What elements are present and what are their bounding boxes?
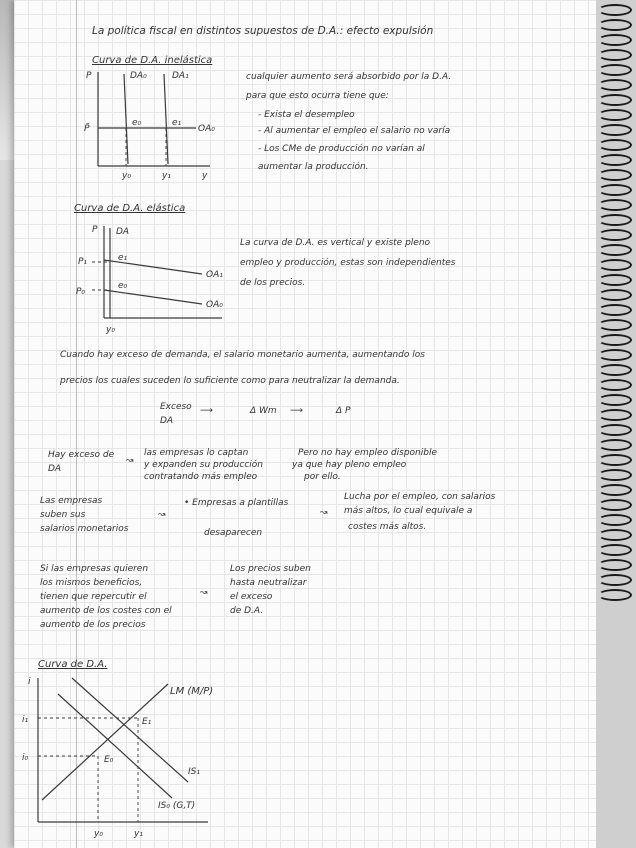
section7-heading: Curva de D.A. <box>38 659 108 670</box>
spiral-ring <box>598 124 632 136</box>
spiral-ring <box>598 244 632 256</box>
s1-text-4: - Los CMe de producción no varían al <box>258 144 425 154</box>
spiral-ring <box>598 454 632 466</box>
s3-text-0: Cuando hay exceso de demanda, el salario monetario aumenta, aumentando los <box>60 350 425 360</box>
spiral-ring <box>598 409 632 421</box>
spiral-ring <box>598 19 632 31</box>
s4-mid-2: contratando más empleo <box>144 472 258 482</box>
s1-curve1-label: DA₀ <box>130 71 147 81</box>
s1-point1: e₁ <box>172 118 182 128</box>
s4-mid-0: las empresas lo captan <box>144 448 249 458</box>
spiral-ring <box>598 94 632 106</box>
s6-right-0: Los precios suben <box>230 564 311 574</box>
spiral-ring <box>598 184 632 196</box>
spiral-ring <box>598 439 632 451</box>
s1-supply-label: OA₀ <box>198 124 215 134</box>
s6-left-3: aumento de los costes con el <box>40 606 172 616</box>
spiral-ring <box>598 199 632 211</box>
spiral-ring <box>598 484 632 496</box>
s3-arrow2: ⟶ <box>290 406 303 416</box>
s3-formula-left2: DA <box>160 416 174 426</box>
s1-x-label: y <box>202 171 208 181</box>
spiral-ring <box>598 559 632 571</box>
s1-text-2: - Exista el desempleo <box>258 110 355 120</box>
s2-p1: P₁ <box>78 257 88 267</box>
s7-x1: y₁ <box>134 829 143 839</box>
s1-p-label: P̄ <box>84 124 90 134</box>
section2-graph <box>62 222 242 340</box>
s3-formula-mid: Δ Wm <box>250 406 277 416</box>
s4-left-0: Hay exceso de <box>48 450 115 460</box>
s4-right-2: por ello. <box>304 472 341 482</box>
spiral-ring <box>598 574 632 586</box>
spiral-ring <box>598 289 632 301</box>
s7-is0-label: IS₀ (G,T) <box>158 801 196 811</box>
s1-text-3: - Al aumentar el empleo el salario no varía <box>258 126 451 136</box>
s2-oa0-label: OA₀ <box>206 300 223 310</box>
spiral-ring <box>598 49 632 61</box>
spiral-ring <box>598 4 632 16</box>
s5-left-0: Las empresas <box>40 496 103 506</box>
s6-left-2: tienen que repercutir el <box>40 592 147 602</box>
spiral-ring <box>598 169 632 181</box>
s1-y-label: P <box>86 71 92 81</box>
spiral-ring <box>598 259 632 271</box>
s3-arrow1: ⟶ <box>200 406 213 416</box>
s2-oa1-label: OA₁ <box>206 270 223 280</box>
s7-i0: i₀ <box>22 753 29 763</box>
s3-text-1: precios los cuales suceden lo suficiente como para neutralizar la demanda. <box>60 376 400 386</box>
notebook-page <box>14 0 604 848</box>
s2-text-2: de los precios. <box>240 278 306 288</box>
s5-right-2: costes más altos. <box>348 522 427 532</box>
s2-point1: e₁ <box>118 253 128 263</box>
s2-x0: y₀ <box>106 325 115 335</box>
s7-y-label: i <box>28 677 31 687</box>
s7-lm-label: LM (M/P) <box>170 686 214 697</box>
s2-da-label: DA <box>116 227 130 237</box>
section1-graph <box>84 68 234 184</box>
spiral-ring <box>598 319 632 331</box>
spiral-binding <box>596 0 636 848</box>
spiral-ring <box>598 154 632 166</box>
s2-p0: P₀ <box>76 287 86 297</box>
s6-right-3: de D.A. <box>230 606 264 616</box>
spiral-ring <box>598 64 632 76</box>
spiral-ring <box>598 379 632 391</box>
s7-is-label: IS₁ <box>188 767 200 777</box>
spiral-ring <box>598 334 632 346</box>
section1-heading: Curva de D.A. inelástica <box>92 55 213 66</box>
s6-right-2: el exceso <box>230 592 273 602</box>
spiral-ring <box>598 214 632 226</box>
s2-oa0 <box>104 290 202 304</box>
s1-point0: e₀ <box>132 118 142 128</box>
s1-x1: y₁ <box>162 171 171 181</box>
s5-left-2: salarios monetarios <box>40 524 129 534</box>
spiral-ring <box>598 109 632 121</box>
spiral-ring <box>598 364 632 376</box>
spiral-ring <box>598 499 632 511</box>
s5-arrow: ↝ <box>158 510 166 520</box>
s3-formula-left: Exceso <box>160 402 192 412</box>
s1-curve-da0 <box>124 74 128 164</box>
s6-left-0: Si las empresas quieren <box>40 564 149 574</box>
s3-formula-right: Δ P <box>336 406 351 416</box>
spiral-ring <box>598 589 632 601</box>
spiral-ring <box>598 394 632 406</box>
spiral-ring <box>598 229 632 241</box>
s5-left-1: suben sus <box>40 510 86 520</box>
spiral-ring <box>598 349 632 361</box>
spiral-ring <box>598 79 632 91</box>
s5-right-0: Lucha por el empleo, con salarios <box>344 492 496 502</box>
section2-heading: Curva de D.A. elástica <box>74 203 186 214</box>
s5-right-1: más altos, lo cual equivale a <box>344 506 473 516</box>
s6-arrow: ↝ <box>200 588 208 598</box>
s4-right-0: Pero no hay empleo disponible <box>298 448 438 458</box>
s2-y-label: P <box>92 225 98 235</box>
spiral-ring <box>598 274 632 286</box>
s2-text-1: empleo y producción, estas son independientes <box>240 258 456 268</box>
s1-text-0: cualquier aumento será absorbido por la D.A. <box>246 72 452 82</box>
s7-i1: i₁ <box>22 715 29 725</box>
s5-mid-2: desaparecen <box>204 528 263 538</box>
s7-pt1: E₁ <box>142 717 152 727</box>
s6-left-1: los mismos beneficios, <box>40 578 143 588</box>
spiral-ring <box>598 529 632 541</box>
spiral-ring <box>598 304 632 316</box>
s1-curve-da1 <box>164 74 168 164</box>
s4-left-1: DA <box>48 464 62 474</box>
spiral-ring <box>598 514 632 526</box>
s2-text-0: La curva de D.A. es vertical y existe pleno <box>240 238 431 248</box>
s1-x0: y₀ <box>122 171 131 181</box>
s1-curve2-label: DA₁ <box>172 71 189 81</box>
s6-left-4: aumento de los precios <box>40 620 146 630</box>
s5-arrow2: ↝ <box>320 508 328 518</box>
s2-point0: e₀ <box>118 281 128 291</box>
section7-graph <box>18 674 228 844</box>
s7-is1-curve <box>58 694 172 798</box>
spiral-ring <box>598 424 632 436</box>
s1-text-1: para que esto ocurra tiene que: <box>246 91 389 101</box>
s4-arrow: ↝ <box>126 456 134 466</box>
s5-mid-0: • Empresas a plantillas <box>184 498 289 508</box>
spiral-ring <box>598 544 632 556</box>
s4-right-1: ya que hay pleno empleo <box>292 460 407 470</box>
s7-is0-curve <box>42 684 168 800</box>
s6-right-1: hasta neutralizar <box>230 578 307 588</box>
s7-pt0: E₀ <box>104 755 114 765</box>
s7-x0: y₀ <box>94 829 103 839</box>
s1-text-5: aumentar la producción. <box>258 162 369 172</box>
page-title: La política fiscal en distintos supuestos de D.A.: efecto expulsión <box>92 25 434 37</box>
spiral-ring <box>598 34 632 46</box>
s4-mid-1: y expanden su producción <box>144 460 263 470</box>
spiral-ring <box>598 469 632 481</box>
spiral-ring <box>598 139 632 151</box>
